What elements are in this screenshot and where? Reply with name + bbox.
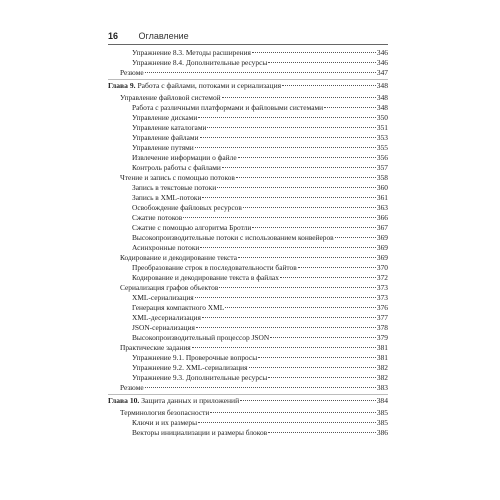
toc-entry-title: Управление каталогами bbox=[132, 123, 207, 132]
toc-entry-title: Практические задания bbox=[120, 343, 191, 352]
leader-dots bbox=[219, 287, 376, 288]
toc-entry[interactable] bbox=[108, 193, 388, 203]
toc-entry-title: Упражнение 9.3. Дополнительные ресурсы bbox=[132, 373, 268, 382]
toc-entry[interactable] bbox=[108, 143, 388, 153]
toc-entry-label bbox=[120, 173, 235, 183]
leader-dots bbox=[200, 247, 376, 248]
leader-dots bbox=[198, 117, 376, 118]
toc-entry-label bbox=[132, 153, 237, 163]
toc-entry[interactable] bbox=[108, 333, 388, 343]
toc-entry[interactable] bbox=[108, 428, 388, 438]
toc-entry-title: Управление путями bbox=[132, 143, 194, 152]
toc-entry-label bbox=[132, 323, 195, 333]
toc-page-number: 369 bbox=[376, 243, 388, 252]
toc-page-number: 382 bbox=[376, 373, 388, 382]
toc-page-number: 373 bbox=[376, 283, 388, 292]
toc-entry-label bbox=[132, 313, 201, 323]
toc-entry-title: Упражнение 9.1. Проверочные вопросы bbox=[132, 353, 258, 362]
toc-entry-title: XML-сериализация bbox=[132, 293, 194, 302]
toc-entry[interactable] bbox=[108, 233, 388, 243]
toc-entry-label bbox=[120, 283, 218, 293]
toc-entry-label bbox=[132, 133, 199, 143]
toc-entry[interactable] bbox=[108, 263, 388, 273]
toc-entry-title: JSON-сериализация bbox=[132, 323, 195, 332]
leader-dots bbox=[222, 97, 376, 98]
leader-dots bbox=[207, 127, 375, 128]
toc-entry[interactable] bbox=[108, 163, 388, 173]
leader-dots bbox=[280, 277, 376, 278]
toc-page-number: 382 bbox=[376, 363, 388, 372]
toc-page-number: 386 bbox=[376, 428, 388, 437]
chapter-number: Глава 9. bbox=[108, 81, 136, 90]
toc-entry-title: XML-десериализация bbox=[132, 313, 201, 322]
toc-entry-title: Кодирование и декодирование текста bbox=[120, 253, 238, 262]
page-header bbox=[108, 29, 388, 43]
toc-page-number: 356 bbox=[376, 153, 388, 162]
toc-entry-label bbox=[132, 418, 197, 428]
leader-dots bbox=[217, 187, 376, 188]
toc-entry-label bbox=[108, 81, 281, 91]
leader-dots bbox=[268, 62, 376, 63]
toc-entry-title: Терминология безопасности bbox=[120, 408, 210, 417]
leader-dots bbox=[268, 432, 376, 433]
toc-page-number: 385 bbox=[376, 408, 388, 417]
leader-dots bbox=[270, 337, 376, 338]
leader-dots bbox=[240, 400, 375, 401]
toc-entry-title: Запись в текстовые потоки bbox=[132, 183, 217, 192]
leader-dots bbox=[282, 85, 375, 86]
toc-entry-title: Контроль работы с файлами bbox=[132, 163, 221, 172]
toc-entry-title: Защита данных и приложений bbox=[141, 396, 240, 405]
toc-page-number: 348 bbox=[376, 93, 388, 102]
leader-dots bbox=[202, 197, 375, 198]
leader-dots bbox=[252, 227, 376, 228]
toc-entry-title: Извлечение информации о файле bbox=[132, 153, 237, 162]
toc-entry-title: Векторы инициализации и размеры блоков bbox=[132, 428, 268, 437]
toc-entry-label bbox=[120, 383, 144, 393]
toc-entry-title: Чтение и запись с помощью потоков bbox=[120, 173, 235, 182]
toc-entry-label bbox=[132, 163, 221, 173]
leader-dots bbox=[145, 72, 376, 73]
chapter-separator bbox=[108, 79, 388, 80]
toc-entry-title: Кодирование и декодирование текста в файлах bbox=[132, 273, 279, 282]
toc-entry[interactable] bbox=[108, 103, 388, 113]
toc-entry[interactable] bbox=[108, 68, 388, 78]
toc-entry-label bbox=[120, 253, 237, 263]
toc-entry-title: Ключи и их размеры bbox=[132, 418, 198, 427]
chapter-number: Глава 10. bbox=[108, 396, 140, 405]
leader-dots bbox=[145, 387, 376, 388]
toc-page-number: 360 bbox=[376, 183, 388, 192]
toc-entry-title: Высокопроизводительные потоки с использованием конвейеров bbox=[132, 233, 334, 242]
toc-entry-label bbox=[132, 333, 269, 343]
toc-entry-title: Резюме bbox=[120, 383, 144, 392]
leader-dots bbox=[202, 317, 376, 318]
toc-page-number: 381 bbox=[376, 353, 388, 362]
toc-entry[interactable] bbox=[108, 183, 388, 193]
toc-entry-title: Упражнение 8.4. Дополнительные ресурсы bbox=[132, 58, 268, 67]
toc-page-number: 357 bbox=[376, 163, 388, 172]
toc-entry-label bbox=[132, 353, 257, 363]
toc-entry[interactable] bbox=[108, 58, 388, 68]
toc-page-number: 369 bbox=[376, 253, 388, 262]
toc-entry-label bbox=[132, 373, 267, 383]
leader-dots bbox=[268, 377, 376, 378]
toc-entry[interactable] bbox=[108, 93, 388, 103]
leader-dots bbox=[258, 357, 376, 358]
toc-page-number: 363 bbox=[376, 203, 388, 212]
toc-page-number: 376 bbox=[376, 303, 388, 312]
toc-page-number: 373 bbox=[376, 293, 388, 302]
toc-entry-title: Работа с различными платформами и файловыми системами bbox=[132, 103, 324, 112]
leader-dots bbox=[195, 147, 376, 148]
leader-dots bbox=[210, 412, 376, 413]
toc-page-number: 379 bbox=[376, 333, 388, 342]
toc-entry-title: Асинхронные потоки bbox=[132, 243, 200, 252]
toc-page-number: 369 bbox=[376, 233, 388, 242]
toc-page-number: 385 bbox=[376, 418, 388, 427]
toc-entry-label bbox=[132, 193, 201, 203]
leader-dots bbox=[192, 347, 376, 348]
toc-chapter-entry[interactable] bbox=[108, 396, 388, 406]
toc-entry[interactable] bbox=[108, 343, 388, 353]
toc-entry-label bbox=[132, 103, 323, 113]
toc-entry[interactable] bbox=[108, 273, 388, 283]
toc-page-number: 367 bbox=[376, 223, 388, 232]
leader-dots bbox=[200, 137, 376, 138]
page-number: 16 bbox=[108, 31, 119, 41]
toc-page-number: 350 bbox=[376, 113, 388, 122]
toc-entry-title: Управление файловой системой bbox=[120, 93, 221, 102]
toc-entry-label bbox=[132, 223, 251, 233]
toc-entry-label bbox=[132, 183, 216, 193]
leader-dots bbox=[298, 267, 376, 268]
toc-entry-title: Управление дисками bbox=[132, 113, 198, 122]
header-title: Оглавление bbox=[138, 31, 189, 41]
toc-entry-label bbox=[132, 58, 267, 68]
toc-entry[interactable] bbox=[108, 293, 388, 303]
toc-entry-label bbox=[132, 123, 206, 133]
toc-entry[interactable] bbox=[108, 373, 388, 383]
toc-entry-label bbox=[132, 143, 194, 153]
toc-entry-label bbox=[132, 243, 199, 253]
toc-entry[interactable] bbox=[108, 133, 388, 143]
leader-dots bbox=[198, 422, 376, 423]
toc-entry-label bbox=[132, 293, 194, 303]
toc-entry-title: Запись в XML-потоки bbox=[132, 193, 202, 202]
leader-dots bbox=[196, 327, 376, 328]
toc-entry-label bbox=[132, 233, 334, 243]
toc-entry[interactable] bbox=[108, 253, 388, 263]
toc-entry-title: Сериализация графов объектов bbox=[120, 283, 219, 292]
toc-entry-title: Упражнение 8.3. Методы расширения bbox=[132, 48, 251, 57]
toc-page-number: 353 bbox=[376, 133, 388, 142]
toc-entry[interactable] bbox=[108, 283, 388, 293]
toc-entry-title: Работа с файлами, потоками и сериализация bbox=[137, 81, 282, 90]
toc-entry[interactable] bbox=[108, 203, 388, 213]
toc-entry[interactable] bbox=[108, 213, 388, 223]
toc-page-number: 372 bbox=[376, 273, 388, 282]
leader-dots bbox=[222, 167, 376, 168]
toc-entry[interactable] bbox=[108, 153, 388, 163]
leader-dots bbox=[238, 157, 376, 158]
toc-page-number: 381 bbox=[376, 343, 388, 352]
leader-dots bbox=[183, 217, 376, 218]
leader-dots bbox=[225, 307, 376, 308]
toc-entry[interactable] bbox=[108, 113, 388, 123]
toc-entry-label bbox=[120, 68, 144, 78]
toc-page-number: 384 bbox=[376, 396, 388, 405]
toc-entry-label bbox=[132, 303, 224, 313]
leader-dots bbox=[252, 52, 376, 53]
toc-page-number: 355 bbox=[376, 143, 388, 152]
toc-entry-label bbox=[132, 363, 248, 373]
toc-page-number: 346 bbox=[376, 58, 388, 67]
toc-entry-label bbox=[132, 273, 279, 283]
toc-entry[interactable] bbox=[108, 223, 388, 233]
toc-page-number: 348 bbox=[376, 103, 388, 112]
toc-entry[interactable] bbox=[108, 363, 388, 373]
toc-entry-label bbox=[132, 428, 267, 438]
toc-entry[interactable] bbox=[108, 243, 388, 253]
toc-entry-label bbox=[132, 48, 251, 58]
toc-entry-title: Упражнение 9.2. XML-сериализация bbox=[132, 363, 248, 372]
toc-page-number: 361 bbox=[376, 193, 388, 202]
toc-entry-label bbox=[120, 343, 191, 353]
toc-page-number: 378 bbox=[376, 323, 388, 332]
toc-entry[interactable] bbox=[108, 383, 388, 393]
toc-entry-title: Управление файлами bbox=[132, 133, 199, 142]
toc-page-number: 351 bbox=[376, 123, 388, 132]
toc-entry[interactable] bbox=[108, 418, 388, 428]
toc-entry-label bbox=[132, 113, 197, 123]
toc-entry[interactable] bbox=[108, 313, 388, 323]
toc-entry[interactable] bbox=[108, 123, 388, 133]
leader-dots bbox=[324, 107, 376, 108]
toc-page-number: 346 bbox=[376, 48, 388, 57]
toc-entry-label bbox=[132, 203, 242, 213]
toc-entry-label bbox=[108, 396, 239, 406]
toc-page-number: 370 bbox=[376, 263, 388, 272]
leader-dots bbox=[236, 177, 376, 178]
toc-entry-title: Высокопроизводительный процессор JSON bbox=[132, 333, 270, 342]
toc-entry-title: Генерация компактного XML bbox=[132, 303, 225, 312]
toc-entry[interactable] bbox=[108, 408, 388, 418]
leader-dots bbox=[195, 297, 376, 298]
leader-dots bbox=[238, 257, 376, 258]
toc-chapter-entry[interactable] bbox=[108, 81, 388, 91]
toc-page-number: 383 bbox=[376, 383, 388, 392]
toc-entry-label bbox=[132, 213, 182, 223]
toc-page-number: 377 bbox=[376, 313, 388, 322]
toc-entry-label bbox=[132, 263, 297, 273]
leader-dots bbox=[335, 237, 376, 238]
toc-entry-title: Сжатие с помощью алгоритма Бротли bbox=[132, 223, 252, 232]
toc-entry-label bbox=[120, 408, 209, 418]
toc-entry[interactable] bbox=[108, 323, 388, 333]
toc-entry-title: Резюме bbox=[120, 68, 144, 77]
toc-page-number: 358 bbox=[376, 173, 388, 182]
header-rule bbox=[108, 44, 388, 45]
toc-page-number: 347 bbox=[376, 68, 388, 77]
toc-entry[interactable] bbox=[108, 48, 388, 58]
leader-dots bbox=[249, 367, 376, 368]
leader-dots bbox=[243, 207, 376, 208]
chapter-separator bbox=[108, 394, 388, 395]
toc-entry-label bbox=[120, 93, 221, 103]
toc-entry-title: Преобразование строк в последовательности байтов bbox=[132, 263, 297, 272]
toc-entry[interactable] bbox=[108, 173, 388, 183]
toc-entry-title: Сжатие потоков bbox=[132, 213, 183, 222]
toc-entry[interactable] bbox=[108, 303, 388, 313]
toc-page-number: 366 bbox=[376, 213, 388, 222]
toc-entry[interactable] bbox=[108, 353, 388, 363]
toc-entry-title: Освобождение файловых ресурсов bbox=[132, 203, 242, 212]
toc-page-number: 348 bbox=[376, 81, 388, 90]
